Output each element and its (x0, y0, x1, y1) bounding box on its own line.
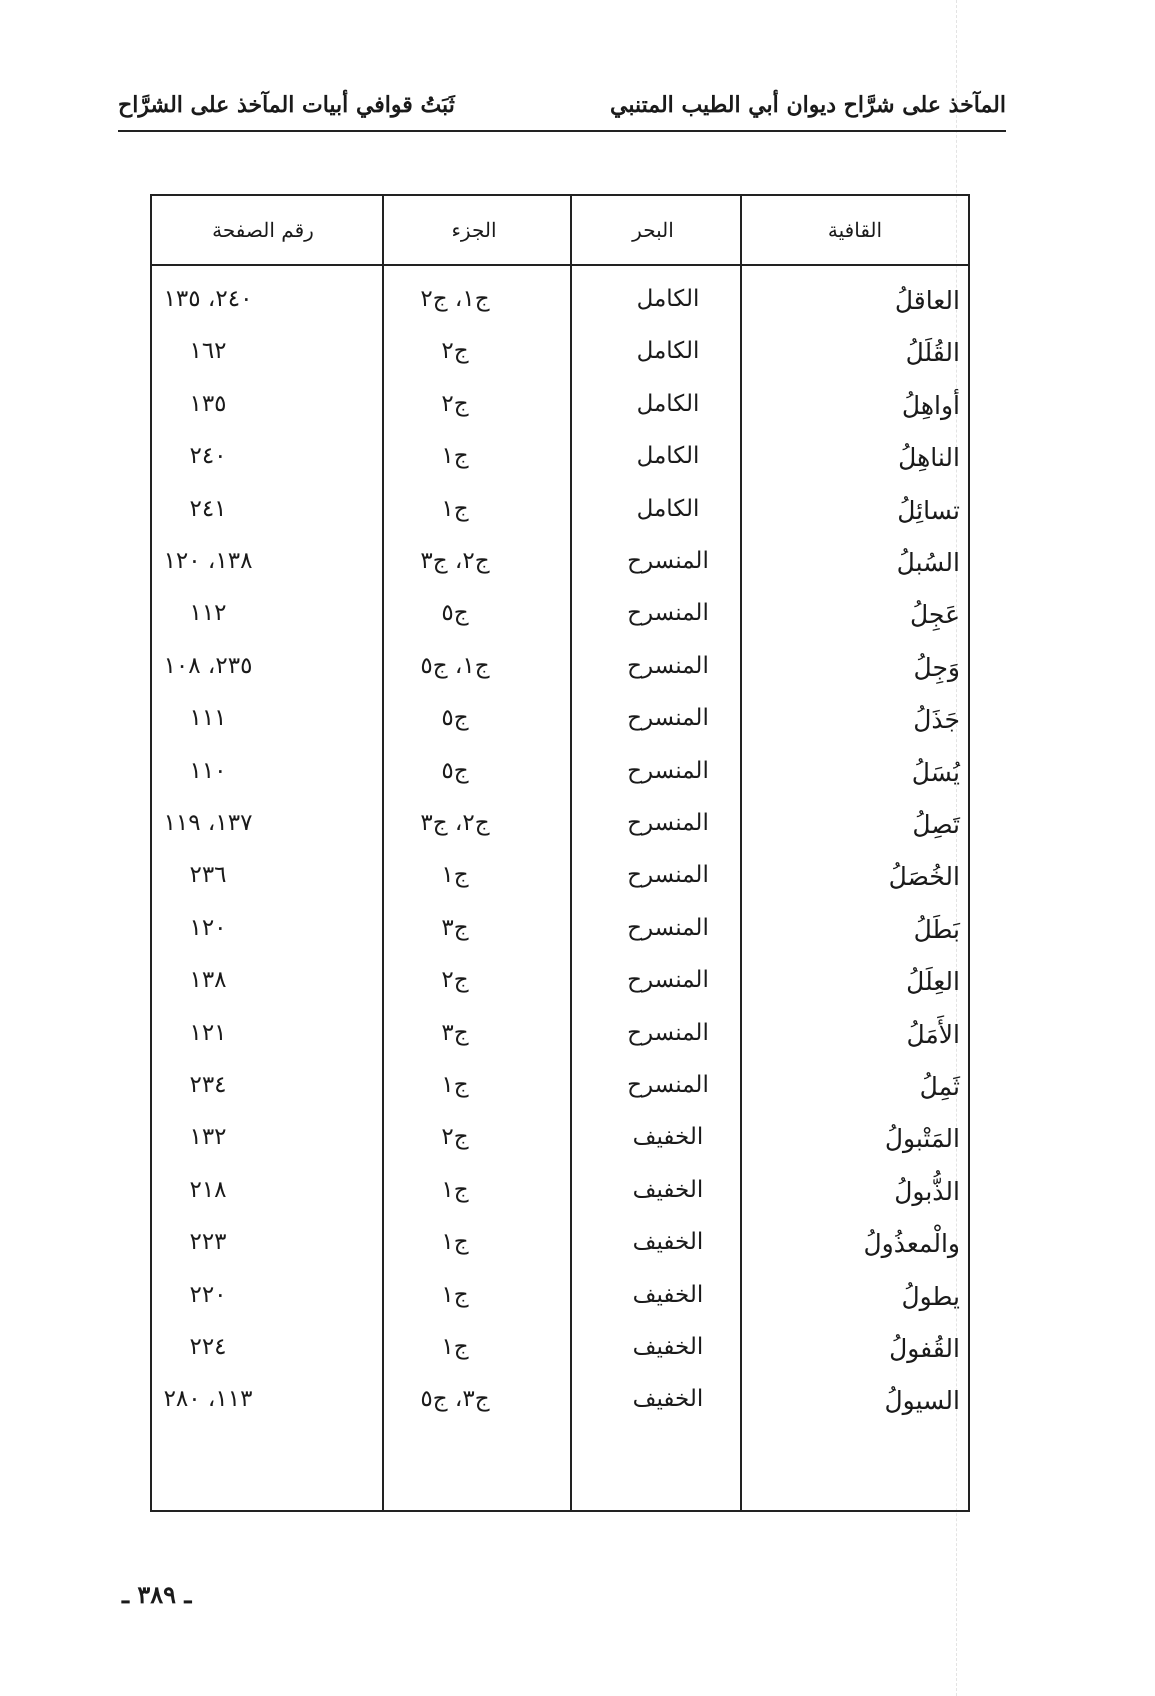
juz-cell: ج٥ (441, 600, 469, 627)
table-row (152, 1386, 968, 1438)
bahr-cell: الكامل (636, 495, 700, 522)
bahr-cell: المنسرح (627, 810, 709, 836)
juz-cell: ج٢ (441, 338, 469, 365)
page-cell: ٢٤٠، ١٣٥ (163, 286, 253, 312)
table-row (152, 1229, 968, 1281)
page-cell: ٢٤٠ (189, 443, 227, 470)
table-row (152, 600, 968, 652)
table-row (152, 1124, 968, 1176)
table-row (152, 1020, 968, 1072)
juz-cell: ج٢، ج٣ (420, 548, 490, 574)
qafiya-cell: القُفولُ (889, 1334, 960, 1363)
table-row (152, 1334, 968, 1386)
page-cell: ٢٢٣ (189, 1229, 227, 1256)
table-row (152, 443, 968, 495)
qafiya-cell: الأَمَلُ (906, 1019, 960, 1049)
qafiya-cell: وَجِلُ (913, 652, 960, 682)
bahr-cell: المنسرح (627, 600, 709, 627)
page-cell: ٢٢٤ (189, 1334, 227, 1360)
bahr-cell: الخفيف (632, 1334, 704, 1360)
running-header (118, 88, 1006, 132)
bahr-cell: المنسرح (627, 862, 709, 889)
bahr-cell: الخفيف (632, 1386, 704, 1413)
bahr-cell: المنسرح (627, 1019, 709, 1046)
qafiya-cell: الخُصَلُ (888, 862, 960, 892)
juz-cell: ج١، ج٢ (420, 286, 490, 312)
juz-cell: ج١ (441, 1072, 469, 1098)
qafiya-cell: عَجِلُ (910, 600, 960, 630)
page-cell: ١١٠ (189, 757, 227, 784)
page-cell: ٢٣٦ (189, 862, 227, 889)
juz-cell: ج١ (441, 495, 469, 522)
table-row (152, 810, 968, 862)
table-row (152, 286, 968, 338)
bahr-cell: الخفيف (632, 1124, 704, 1151)
qafiya-cell: تسائِلُ (897, 495, 960, 525)
header-bahr: البحر (632, 218, 674, 242)
page-cell: ٢٤١ (189, 495, 227, 522)
page-cell: ١١٢ (189, 600, 227, 627)
juz-cell: ج٥ (441, 757, 469, 784)
header-qafiya: القافية (827, 218, 883, 242)
qafiya-cell: الذُّبولُ (894, 1176, 960, 1206)
bahr-cell: المنسرح (627, 1072, 709, 1098)
page-cell: ٢٢٠ (189, 1281, 227, 1308)
page-cell: ٢٣٥، ١٠٨ (163, 652, 253, 679)
juz-cell: ج٣ (441, 1019, 469, 1046)
header-page: رقم الصفحة (212, 218, 314, 242)
juz-cell: ج٣، ج٥ (420, 1386, 490, 1413)
page-cell: ١٢١ (189, 1019, 227, 1046)
juz-cell: ج١ (441, 1334, 469, 1360)
qafiya-cell: العاقلُ (894, 286, 960, 315)
bahr-cell: الخفيف (632, 1281, 704, 1308)
bahr-cell: الكامل (636, 338, 700, 365)
rhymes-table (150, 194, 970, 1512)
page-cell: ٢٣٤ (189, 1072, 227, 1098)
page-cell: ١٣٢ (189, 1124, 227, 1151)
page-cell: ١٣٨، ١٢٠ (163, 548, 253, 574)
juz-cell: ج٢، ج٣ (420, 810, 490, 836)
book-title: المآخذ على شرَّاح ديوان أبي الطيب المتنبي (610, 92, 1006, 118)
table-row (152, 758, 968, 810)
table-row (152, 548, 968, 600)
bahr-cell: المنسرح (627, 914, 709, 941)
qafiya-cell: المَتْبولُ (884, 1124, 960, 1154)
page-cell: ١٦٢ (189, 338, 227, 365)
bahr-cell: المنسرح (627, 757, 709, 784)
bahr-cell: الخفيف (632, 1176, 704, 1203)
table-row (152, 915, 968, 967)
bahr-cell: المنسرح (627, 705, 709, 732)
page-cell: ١٢٠ (189, 914, 227, 941)
juz-cell: ج٣ (441, 914, 469, 941)
juz-cell: ج١، ج٥ (420, 652, 490, 679)
page-cell: ١١١ (189, 705, 227, 732)
table-row (152, 967, 968, 1019)
table-row (152, 862, 968, 914)
bahr-cell: المنسرح (627, 967, 709, 994)
page-number: ـ ٣٨٩ ـ (122, 1580, 192, 1609)
section-title: ثَبَتُ قوافي أبيات المآخذ على الشرَّاح (118, 92, 455, 118)
qafiya-cell: والْمعذُولُ (863, 1229, 960, 1259)
qafiya-cell: السيولُ (884, 1386, 960, 1416)
page-cell: ١٣٧، ١١٩ (163, 810, 253, 836)
qafiya-cell: الناهِلُ (898, 443, 960, 473)
table-row (152, 338, 968, 390)
juz-cell: ج١ (441, 862, 469, 889)
qafiya-cell: القُلَلُ (905, 338, 960, 368)
page-cell: ٢١٨ (189, 1176, 227, 1203)
juz-cell: ج١ (441, 1176, 469, 1203)
table-row (152, 1072, 968, 1124)
bahr-cell: الكامل (636, 443, 700, 470)
page-cell: ١٣٨ (189, 967, 227, 994)
qafiya-cell: يُسَلُ (911, 757, 960, 787)
table-row (152, 705, 968, 757)
qafiya-cell: العِلَلُ (906, 967, 960, 997)
page-cell: ١١٣، ٢٨٠ (163, 1386, 253, 1413)
juz-cell: ج١ (441, 1281, 469, 1308)
qafiya-cell: السُبلُ (896, 548, 960, 577)
page-cell: ١٣٥ (189, 390, 227, 417)
bahr-cell: الخفيف (632, 1229, 704, 1256)
table-row (152, 1177, 968, 1229)
bahr-cell: الكامل (636, 390, 700, 417)
juz-cell: ج٢ (441, 390, 469, 417)
juz-cell: ج١ (441, 1229, 469, 1256)
header-juz: الجزء (451, 218, 497, 242)
bahr-cell: المنسرح (627, 548, 709, 574)
juz-cell: ج٢ (441, 967, 469, 994)
qafiya-cell: يطولُ (901, 1281, 960, 1311)
juz-cell: ج٢ (441, 1124, 469, 1151)
table-row (152, 653, 968, 705)
qafiya-cell: جَذَلُ (913, 705, 960, 735)
table-row (152, 391, 968, 443)
qafiya-cell: تَصِلُ (912, 810, 960, 839)
header-divider (152, 264, 968, 266)
qafiya-cell: بَطَلُ (913, 914, 960, 944)
bahr-cell: المنسرح (627, 652, 709, 679)
juz-cell: ج٥ (441, 705, 469, 732)
qafiya-cell: أواهِلُ (901, 390, 960, 420)
table-row (152, 1282, 968, 1334)
qafiya-cell: ثَمِلُ (919, 1072, 960, 1101)
table-row (152, 496, 968, 548)
bahr-cell: الكامل (636, 286, 700, 312)
juz-cell: ج١ (441, 443, 469, 470)
